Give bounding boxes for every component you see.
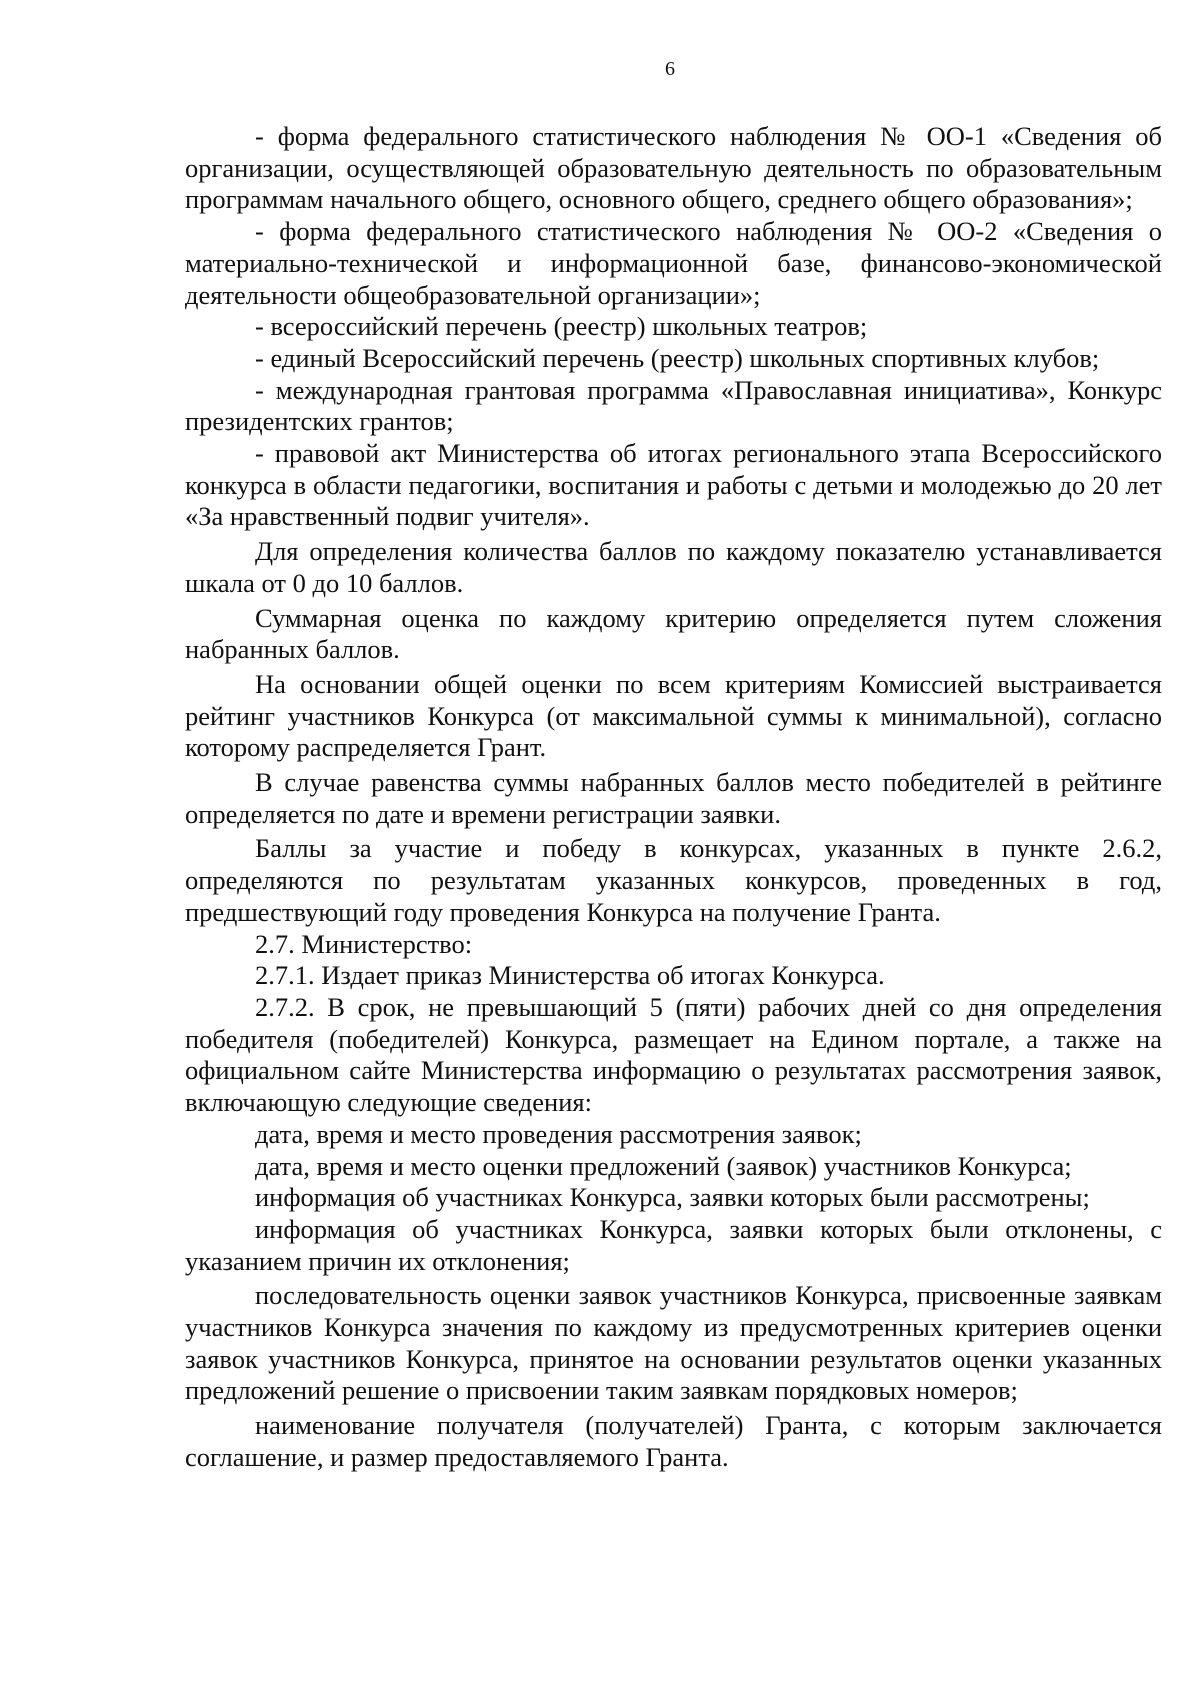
paragraph-theatres-registry: - всероссийский перечень (реестр) школьных театров; (255, 311, 868, 342)
list-item-evaluation-sequence: последовательность оценки заявок участников Конкурса, присвоенные заявкам участников Конкурса значения по каждому из предусмотренных критериев оценки заявок участников Конкурса, принятое на основании результатов оценки указанных предложений решение о присвоении таким заявкам порядковых номеров; (185, 1280, 1162, 1406)
list-item-evaluation-date: дата, время и место оценки предложений (заявок) участников Конкурса; (255, 1150, 1072, 1181)
paragraph-legal-act: - правовой акт Министерства об итогах регионального этапа Всероссийского конкурса в области педагогики, воспитания и работы с детьми и молодежью до 20 лет «За нравственный подвиг учителя». (185, 438, 1162, 532)
page-number: 6 (665, 58, 675, 80)
list-item-review-date: дата, время и место проведения рассмотрения заявок; (255, 1118, 862, 1149)
paragraph-grant-programs: - международная грантовая программа «Православная инициатива», Конкурс президентских грантов; (185, 374, 1162, 437)
paragraph-rating: На основании общей оценки по всем критериям Комиссией выстраивается рейтинг участников Конкурса (от максимальной суммы к минимальной), согласно которому распределяется Грант. (185, 668, 1162, 763)
paragraph-2-7-2: 2.7.2. В срок, не превышающий 5 (пяти) рабочих дней со дня определения победителя (победителей) Конкурса, размещает на Едином портале, а также на официальном сайте Министерства информацию о результатах рассмотрения заявок, включающую следующие сведения: (185, 991, 1162, 1118)
paragraph-sports-clubs-registry: - единый Всероссийский перечень (реестр) школьных спортивных клубов; (255, 342, 1100, 373)
paragraph-score-scale: Для определения количества баллов по каждому показателю устанавливается шкала от 0 до 10 баллов. (185, 536, 1162, 598)
paragraph-2-7-1: 2.7.1. Издает приказ Министерства об итогах Конкурса. (255, 960, 885, 991)
paragraph-ministry-heading: 2.7. Министерство: (255, 928, 473, 959)
list-item-rejected-participants: информация об участниках Конкурса, заявки которых были отклонены, с указанием причин их отклонения; (185, 1213, 1162, 1276)
paragraph-form-oo2: - форма федерального статистического наблюдения № ОО-2 «Сведения о материально-технической и информационной базе, финансово-экономической деятельности общеобразовательной организации»; (185, 216, 1162, 310)
paragraph-contest-points: Баллы за участие и победу в конкурсах, указанных в пункте 2.6.2, определяются по результатам указанных конкурсов, проведенных в год, предшествующий году проведения Конкурса на получение Гранта. (185, 833, 1162, 927)
paragraph-equal-scores: В случае равенства суммы набранных баллов место победителей в рейтинге определяется по дате и времени регистрации заявки. (185, 767, 1162, 829)
paragraph-form-oo1: - форма федерального статистического наблюдения № ОО-1 «Сведения об организации, осуществляющей образовательную деятельность по образовательным программам начального общего, основного общего, среднего общего образования»; (185, 121, 1162, 215)
paragraph-total-score: Суммарная оценка по каждому критерию определяется путем сложения набранных баллов. (185, 602, 1162, 665)
list-item-reviewed-participants: информация об участниках Конкурса, заявки которых были рассмотрены; (255, 1182, 1090, 1213)
list-item-grant-recipient: наименование получателя (получателей) Гранта, с которым заключается соглашение, и размер предоставляемого Гранта. (185, 1410, 1162, 1472)
document-body (185, 121, 1162, 1474)
